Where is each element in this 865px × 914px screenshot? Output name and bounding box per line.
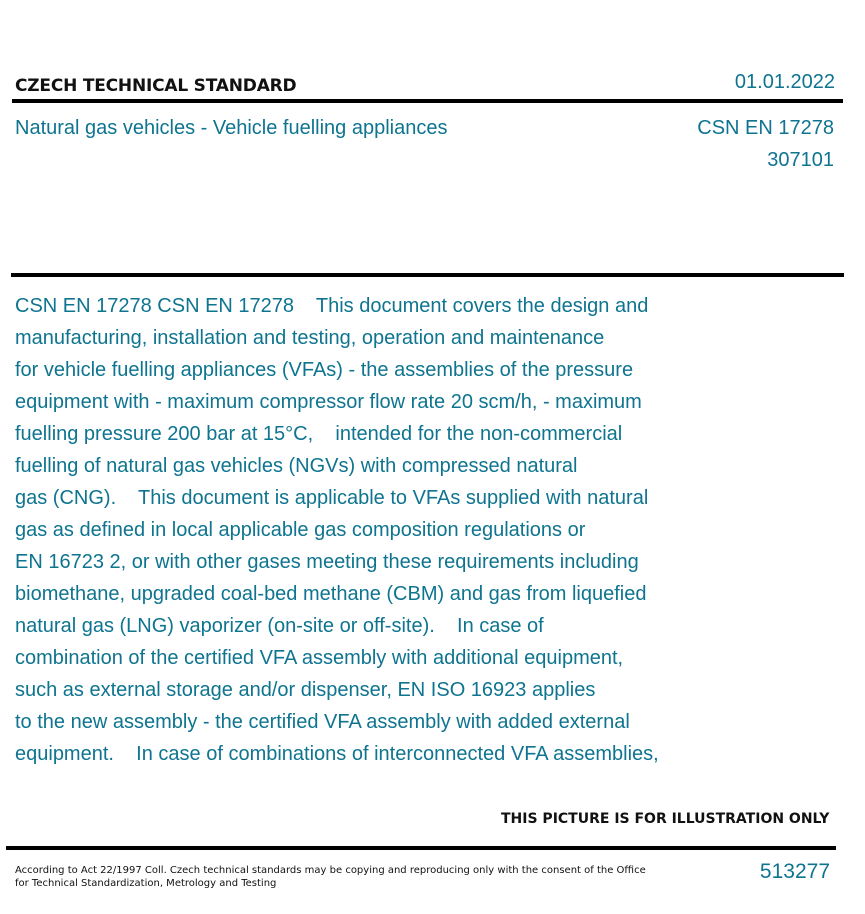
- abstract-text: [15, 290, 735, 770]
- header-divider: [12, 99, 843, 103]
- publication-date: 01.01.2022: [734, 71, 835, 93]
- abstract-line: natural gas (LNG) vaporizer (on-site or off-site). In case of: [15, 615, 544, 637]
- abstract-line: biomethane, upgraded coal-bed methane (CBM) and gas from liquefied: [15, 583, 647, 605]
- legal-notice-line: According to Act 22/1997 Coll. Czech technical standards may be copying and reproducing only with the consent of the Office: [15, 865, 646, 876]
- footer-divider: [6, 846, 836, 850]
- document-category: CZECH TECHNICAL STANDARD: [15, 76, 297, 96]
- legal-notice: [15, 864, 646, 890]
- abstract-line: fuelling pressure 200 bar at 15°C, intended for the non-commercial: [15, 423, 623, 445]
- standard-number: CSN EN 17278: [697, 117, 834, 139]
- classification-number: 307101: [767, 149, 834, 171]
- legal-notice-line: for Technical Standardization, Metrology and Testing: [15, 878, 277, 889]
- abstract-line: fuelling of natural gas vehicles (NGVs) with compressed natural: [15, 455, 578, 477]
- abstract-line: for vehicle fuelling appliances (VFAs) - the assemblies of the pressure: [15, 359, 634, 381]
- abstract-line: CSN EN 17278 CSN EN 17278 This document covers the design and: [15, 295, 649, 317]
- abstract-line: such as external storage and/or dispenser, EN ISO 16923 applies: [15, 679, 596, 701]
- abstract-line: combination of the certified VFA assembly with additional equipment,: [15, 647, 624, 669]
- abstract-line: EN 16723 2, or with other gases meeting these requirements including: [15, 551, 639, 573]
- illustration-notice: THIS PICTURE IS FOR ILLUSTRATION ONLY: [501, 811, 830, 827]
- abstract-line: manufacturing, installation and testing, operation and maintenance: [15, 327, 605, 349]
- catalog-code: 513277: [759, 860, 830, 883]
- abstract-line: equipment. In case of combinations of interconnected VFA assemblies,: [15, 743, 659, 765]
- abstract-line: gas (CNG). This document is applicable to VFAs supplied with natural: [15, 487, 649, 509]
- title-divider: [11, 273, 844, 277]
- standard-title: Natural gas vehicles - Vehicle fuelling appliances: [15, 117, 448, 139]
- abstract-line: to the new assembly - the certified VFA assembly with added external: [15, 711, 630, 733]
- abstract-line: gas as defined in local applicable gas composition regulations or: [15, 519, 586, 541]
- abstract-line: equipment with - maximum compressor flow rate 20 scm/h, - maximum: [15, 391, 642, 413]
